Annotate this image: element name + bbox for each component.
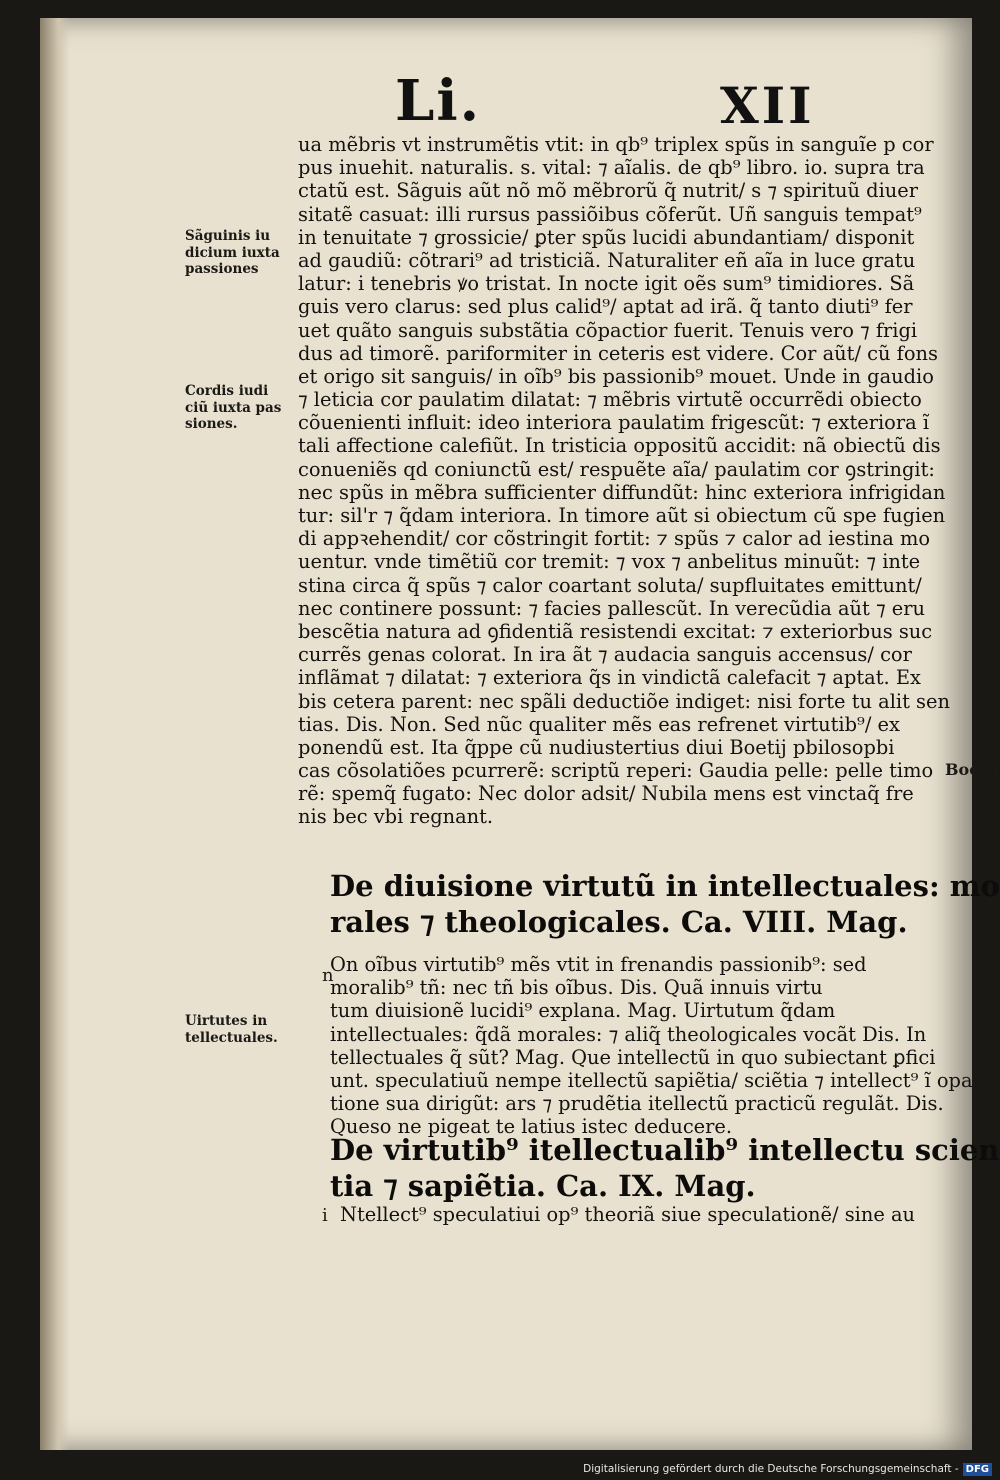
margin-note-line: Sãguinis iu	[185, 228, 271, 244]
text-line: ctatũ est. Sãguis aũt nõ mõ mẽbrorũ q̃ nutrit/ s ⁊ spirituũ diuer	[298, 179, 918, 203]
heading-line: rales ⁊ theologicales. Ca. VIII. Mag.	[330, 905, 908, 939]
text-line: nec continere possunt: ⁊ facies pallescũt. In verecũdia aũt ⁊ eru	[298, 596, 926, 620]
text-line: tias. Dis. Non. Sed nũc qualiter mẽs eas refrenet virtutib⁹/ ex	[298, 712, 900, 736]
text-line: tum diuisionẽ lucidi⁹ explana. Mag. Uirtutum q̃dam	[330, 999, 836, 1023]
heading-line: De virtutib⁹ itellectualib⁹ intellectu scien	[330, 1133, 1000, 1167]
text-line: nis bec vbi regnant.	[298, 805, 494, 829]
text-line: ponendũ est. Ita q̃ppe cũ nudiustertius diui Boetij pbilosopbi	[298, 735, 895, 759]
text-line: inflãmat ⁊ dilatat: ⁊ exteriora q̃s in vindictã calefacit ⁊ aptat. Ex	[298, 666, 921, 690]
heading-line: tia ⁊ sapiẽtia. Ca. IX. Mag.	[330, 1169, 756, 1203]
main-text-block	[298, 133, 948, 829]
margin-note-line: tellectuales.	[185, 1029, 278, 1046]
guide-letter: n	[322, 965, 334, 986]
text-line: tali affectione calefiũt. In tristicia oppositũ accidit: nã obiectũ dis	[298, 434, 941, 458]
text-line: uentur. vnde timẽtiũ cor tremit: ⁊ vox ⁊ anbelitus minuũt: ⁊ inte	[298, 550, 921, 574]
text-line: rẽ: spemq̃ fugato: Nec dolor adsit/ Nubila mens est vinctaq̃ fre	[298, 782, 914, 806]
margin-note-virtutes	[185, 1013, 295, 1046]
heading-line: De diuisione virtutũ in intellectuales: mo	[330, 869, 1000, 903]
text-line: et origo sit sanguis/ in oĩb⁹ bis passionib⁹ mouet. Unde in gaudio	[298, 364, 934, 388]
text-line: stina circa q̃ spũs ⁊ calor coartant soluta/ supfluitates emittunt/	[298, 573, 922, 597]
text-line: uet quãto sanguis substãtia cõpactior fuerit. Tenuis vero ⁊ frigi	[298, 318, 918, 342]
margin-note-boetij: Boetij	[945, 760, 999, 779]
text-line: Ntellect⁹ speculatiui op⁹ theoriã siue speculationẽ/ sine au	[340, 1203, 916, 1226]
text-line: moralib⁹ tñ: nec tñ bis oĩbus. Dis. Quã innuis virtu	[330, 976, 823, 1000]
text-line: currẽs genas colorat. In ira ãt ⁊ audacia sanguis accensus/ cor	[298, 643, 912, 667]
text-line: tur: sil'r ⁊ q̃dam interiora. In timore aũt si obiectum cũ spe fugien	[298, 504, 946, 527]
page-gutter-shadow	[40, 18, 70, 1450]
margin-note-line: Cordis iudi	[185, 383, 269, 399]
chapter-heading-viii	[330, 868, 1000, 940]
running-head-left: Li.	[395, 68, 482, 134]
text-line: ⁊ leticia cor paulatim dilatat: ⁊ mẽbris virtutẽ occurrẽdi obiecto	[298, 388, 922, 412]
text-line: conueniẽs qd coniunctũ est/ respuẽte aĩa/ paulatim cor ꝯstringit:	[298, 457, 935, 481]
book-page	[40, 18, 1000, 1450]
guide-letter: i	[322, 1205, 328, 1226]
text-line: tione sua dirigũt: ars ⁊ prudẽtia itellectũ practicũ regulãt. Dis.	[330, 1092, 944, 1116]
chapter-heading-ix	[330, 1132, 1000, 1204]
margin-note-line: Uirtutes in	[185, 1013, 268, 1029]
chapter-ix-text	[340, 1203, 950, 1226]
text-line: unt. speculatiuũ nempe itellectũ sapiẽtia/ sciẽtia ⁊ intellect⁹ ĩ opa	[330, 1068, 973, 1092]
margin-note-line: dicium iuxta	[185, 244, 280, 261]
margin-note-line: siones.	[185, 416, 238, 432]
text-line: pus inuehit. naturalis. s. vital: ⁊ aĩalis. de qb⁹ libro. io. supra tra	[298, 156, 925, 180]
margin-note-cordis	[185, 383, 295, 433]
credit-text: Digitalisierung gefördert durch die Deutsche Forschungsgemeinschaft -	[583, 1463, 959, 1475]
text-line: Queso ne pigeat te latius istec deducere.	[330, 1115, 733, 1139]
text-line: On oĩbus virtutib⁹ mẽs vtit in frenandis passionib⁹: sed	[330, 953, 867, 976]
text-line: latur: i tenebris ꝟo tristat. In nocte igit oẽs sum⁹ timidiores. Sã	[298, 272, 915, 296]
text-line: cas cõsolatiões pcurrerẽ: scriptũ reperi: Gaudia pelle: pelle timo	[298, 759, 934, 783]
folio-number: XII	[720, 76, 815, 135]
margin-note-line: ciũ iuxta pas	[185, 399, 282, 416]
text-line: ua mẽbris vt instrumẽtis vtit: in qb⁹ triplex spũs in sanguĩe p cor	[298, 133, 934, 156]
text-line: cõuenienti influit: ideo interiora paulatim frigescũt: ⁊ exteriora ĩ	[298, 411, 930, 435]
text-line: ad gaudiũ: cõtrari⁹ ad tristiciã. Naturaliter eñ aĩa in luce gratu	[298, 248, 916, 272]
dfg-logo: DFG	[963, 1463, 992, 1476]
text-line: in tenuitate ⁊ grossicie/ ꝑter spũs lucidi abundantiam/ disponit	[298, 225, 915, 249]
text-line: di appꝛehendit/ cor cõstringit fortit: ⁊ spũs ⁊ calor ad iestina mo	[298, 527, 931, 551]
text-line: sitatẽ casuat: illi rursus passiõibus cõferũt. Uñ sanguis tempat⁹	[298, 202, 922, 226]
chapter-viii-text	[330, 953, 973, 1139]
text-line: intellectuales: q̃dã morales: ⁊ aliq̃ theologicales vocãt Dis. In	[330, 1022, 927, 1046]
margin-note-sanguinis	[185, 228, 295, 278]
text-line: bis cetera parent: nec spãli deductiõe indiget: nisi forte tu alit sen	[298, 689, 950, 713]
text-line: guis vero clarus: sed plus calid⁹/ aptat ad irã. q̃ tanto diuti⁹ fer	[298, 295, 913, 319]
text-line: nec spũs in mẽbra sufficienter diffundũt: hinc exteriora infrigidan	[298, 480, 946, 504]
margin-note-line: passiones	[185, 261, 259, 277]
digitization-credit	[583, 1463, 992, 1476]
text-line: bescẽtia natura ad ꝯfidentiã resistendi excitat: ⁊ exteriorbus suc	[298, 619, 933, 643]
text-line: tellectuales q̃ sũt? Mag. Que intellectũ in quo subiectant ꝑfici	[330, 1045, 936, 1069]
text-line: dus ad timorẽ. pariformiter in ceteris est videre. Cor aũt/ cũ fons	[298, 341, 938, 365]
